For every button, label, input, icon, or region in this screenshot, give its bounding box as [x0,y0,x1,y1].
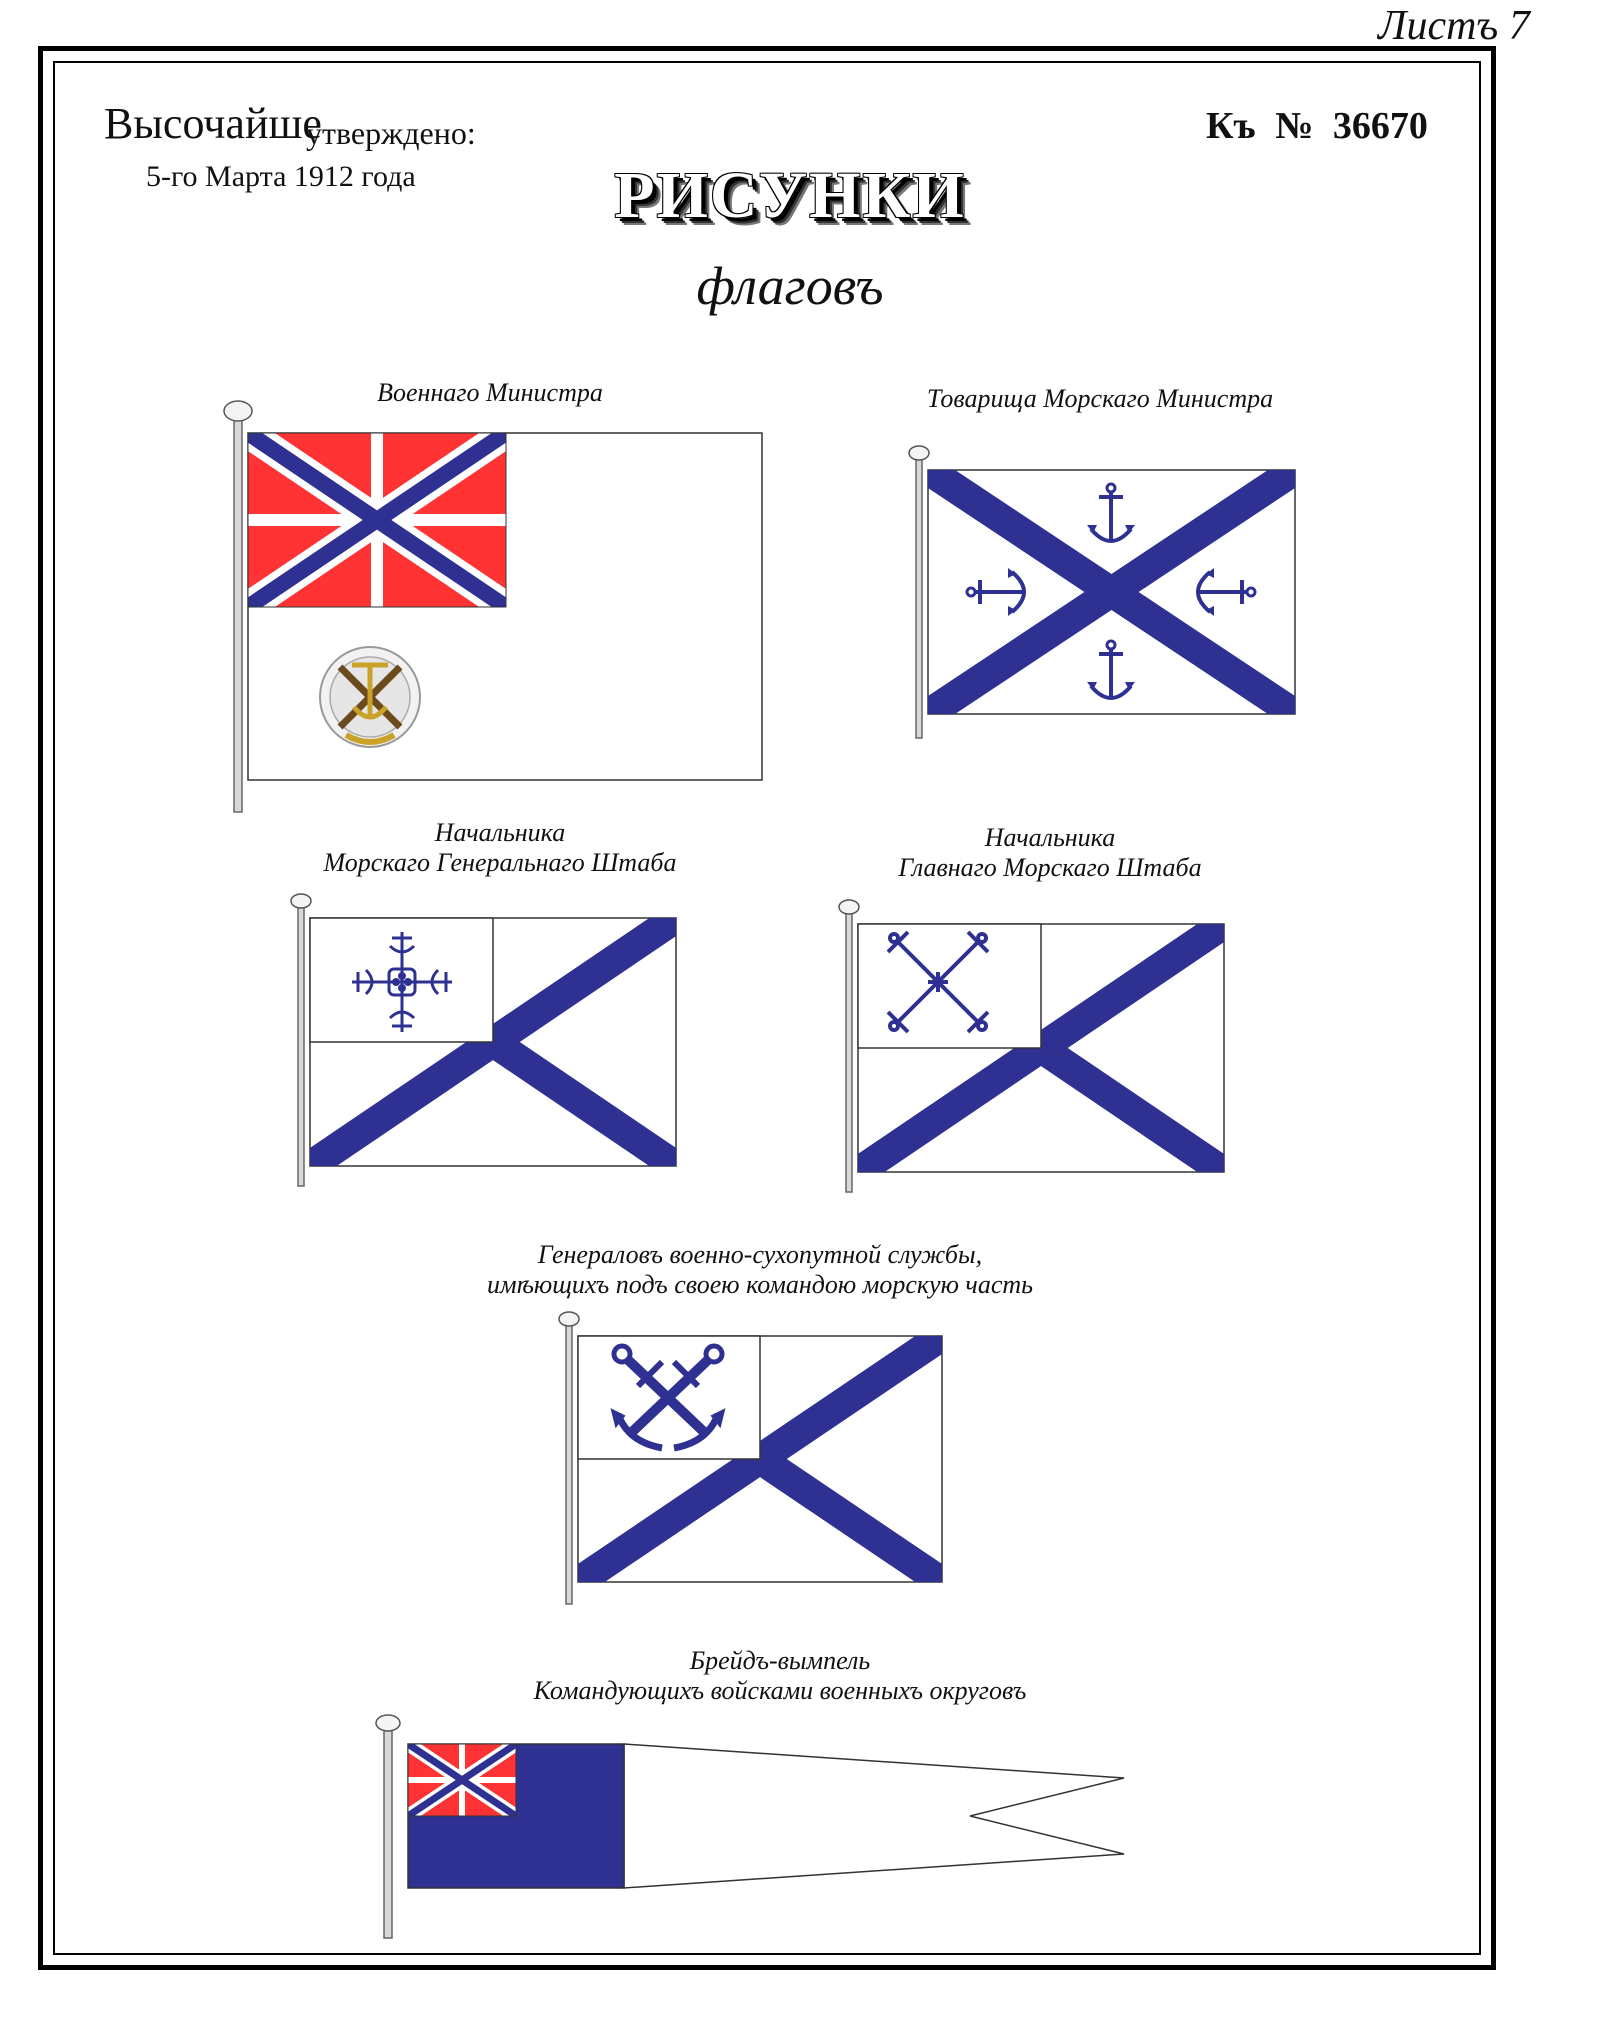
caption-main-naval-staff [840,823,1260,883]
pole-finial [559,1312,579,1326]
sheet-number: Листъ 7 [1378,3,1530,49]
flagpole [384,1728,392,1938]
union-jack-canton [408,1744,516,1816]
flagpole [566,1324,572,1604]
pole-finial [839,900,859,914]
caption-war-minister-text: Военнаго Министра [377,378,603,407]
page-title: РИСУНКИ [614,159,966,232]
flag-naval-general-staff [290,888,680,1188]
flag-war-minister [222,395,762,815]
union-jack-canton [248,433,506,607]
flag-main-naval-staff [838,894,1228,1194]
caption-deputy-naval-minister-text: Товарища Морскаго Министра [926,384,1274,413]
caption-main-naval-staff-line-1: Начальника [984,823,1116,852]
approval-text-b: утверждено: [306,115,476,151]
war-ministry-emblem [320,647,420,747]
document-number: Къ № 36670 [1206,105,1428,147]
pennant-district-commanders [372,1710,1132,1940]
page-subtitle: флаговъ [696,256,884,316]
pole-finial [376,1715,400,1731]
pole-finial [909,446,929,460]
caption-naval-general-staff-line-2: Морскаго Генеральнаго Штаба [323,848,677,877]
pennant-tail [624,1744,1124,1888]
flagpole [298,906,304,1186]
caption-naval-general-staff [280,818,720,878]
caption-army-generals [420,1240,1100,1300]
caption-district-pennant-line-2: Командующихъ войсками военныхъ округовъ [533,1676,1027,1705]
caption-army-generals-line-1: Генераловъ военно-сухопутной службы, [537,1240,983,1269]
approval-text-a: Высочайше [104,99,322,148]
flagpole [234,417,242,812]
caption-main-naval-staff-line-2: Главнаго Морскаго Штаба [898,853,1202,882]
canton [858,924,1041,1048]
flag-deputy-naval-minister [908,440,1298,740]
approval-date: 5-го Марта 1912 года [146,160,416,193]
caption-army-generals-line-2: имѣющихъ подъ своею командою морскую часть [487,1270,1033,1299]
caption-deputy-naval-minister [880,384,1320,414]
pole-finial [224,401,252,421]
flagpole [916,458,922,738]
caption-naval-general-staff-line-1: Начальника [434,818,566,847]
caption-district-pennant-line-1: Брейдъ-вымпель [689,1646,871,1675]
flag-army-generals [558,1306,948,1606]
flagpole [846,912,852,1192]
pole-finial [291,894,311,908]
caption-district-pennant [430,1646,1130,1706]
